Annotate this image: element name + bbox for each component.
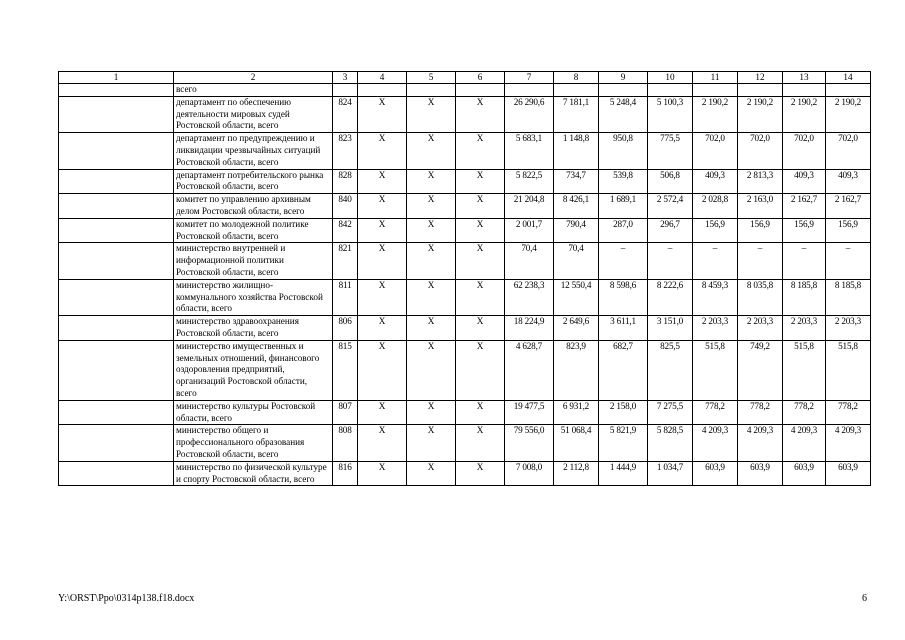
row-mark: X [358,461,407,486]
row-code: 828 [333,169,358,194]
table-cell [738,84,783,97]
row-value: 2 028,8 [693,194,738,219]
row-mark: X [407,400,456,425]
row-code: 815 [333,340,358,400]
row-mark: X [358,340,407,400]
continuation-row [59,84,871,97]
row-value: 603,9 [783,461,826,486]
row-mark: X [358,96,407,132]
row-value: 156,9 [826,218,871,243]
row-value: 409,3 [826,169,871,194]
row-value: 8 598,6 [599,279,648,315]
row-value: – [693,243,738,279]
row-code: 821 [333,243,358,279]
row-mark: X [407,461,456,486]
table-cell [59,218,174,243]
row-value: 156,9 [783,218,826,243]
table-cell [59,169,174,194]
column-header: 2 [174,72,333,84]
row-value: 603,9 [826,461,871,486]
row-value: 4 628,7 [505,340,554,400]
row-value: 4 209,3 [693,425,738,461]
row-value: 21 204,8 [505,194,554,219]
row-value: 287,0 [599,218,648,243]
row-value: 2 112,8 [554,461,599,486]
table-row [59,194,871,219]
row-value: 702,0 [826,133,871,169]
table-row [59,340,871,400]
row-code: 806 [333,316,358,341]
column-header: 5 [407,72,456,84]
row-code: 840 [333,194,358,219]
table-cell [59,96,174,132]
row-value: 4 209,3 [826,425,871,461]
row-mark: X [456,400,505,425]
row-value: 409,3 [693,169,738,194]
row-value: 8 459,3 [693,279,738,315]
table-row [59,461,871,486]
row-value: 2 203,3 [826,316,871,341]
row-name: департамент потребительского рынка Ростовской области, всего [174,169,333,194]
row-value: 3 151,0 [648,316,693,341]
row-value: 8 426,1 [554,194,599,219]
row-mark: X [407,96,456,132]
row-name: министерство здравоохранения Ростовской области, всего [174,316,333,341]
row-value: 2 162,7 [783,194,826,219]
row-value: 515,8 [826,340,871,400]
row-name: комитет по управлению архивным делом Ростовской области, всего [174,194,333,219]
row-mark: X [456,243,505,279]
row-value: 2 190,2 [693,96,738,132]
row-value: 778,2 [826,400,871,425]
row-value: 2 190,2 [826,96,871,132]
row-mark: X [407,133,456,169]
row-value: 5 100,3 [648,96,693,132]
row-value: 5 822,5 [505,169,554,194]
row-mark: X [358,316,407,341]
table-cell [358,84,407,97]
row-value: – [599,243,648,279]
table-cell [826,84,871,97]
row-value: 12 550,4 [554,279,599,315]
row-mark: X [407,425,456,461]
row-mark: X [407,218,456,243]
row-mark: X [456,169,505,194]
row-value: 296,7 [648,218,693,243]
header-row [59,72,871,84]
row-value: 6 931,2 [554,400,599,425]
row-code: 842 [333,218,358,243]
row-code: 823 [333,133,358,169]
row-value: 26 290,6 [505,96,554,132]
row-value: 790,4 [554,218,599,243]
row-value: 8 222,6 [648,279,693,315]
table-row [59,169,871,194]
row-name: министерство имущественных и земельных отношений, финансового оздоровления предприятий, организаций Ростовской области, всего [174,340,333,400]
column-header: 14 [826,72,871,84]
row-value: 19 477,5 [505,400,554,425]
row-value: – [648,243,693,279]
row-mark: X [456,194,505,219]
row-value: 7 008,0 [505,461,554,486]
row-value: 2 203,3 [693,316,738,341]
row-value: 7 275,5 [648,400,693,425]
table-cell [59,340,174,400]
column-header: 9 [599,72,648,84]
row-value: 409,3 [783,169,826,194]
row-name: министерство культуры Ростовской области, всего [174,400,333,425]
row-mark: X [456,461,505,486]
row-value: 8 185,8 [783,279,826,315]
row-value: 2 813,3 [738,169,783,194]
row-mark: X [407,169,456,194]
table-row [59,425,871,461]
table-cell [59,316,174,341]
row-mark: X [358,243,407,279]
row-value: 7 181,1 [554,96,599,132]
row-value: 8 035,8 [738,279,783,315]
column-header: 13 [783,72,826,84]
row-value: 2 203,3 [738,316,783,341]
row-mark: X [407,243,456,279]
row-value: 5 828,5 [648,425,693,461]
table-cell [59,243,174,279]
row-value: 778,2 [783,400,826,425]
row-value: 515,8 [693,340,738,400]
row-value: 950,8 [599,133,648,169]
table-cell [59,194,174,219]
table-cell [505,84,554,97]
row-value: 702,0 [738,133,783,169]
row-value: 2 163,0 [738,194,783,219]
table-row [59,243,871,279]
row-value: 70,4 [554,243,599,279]
row-value: 2 203,3 [783,316,826,341]
column-header: 6 [456,72,505,84]
table-row [59,316,871,341]
row-value: 70,4 [505,243,554,279]
row-value: 778,2 [693,400,738,425]
table-cell [59,425,174,461]
row-value: 775,5 [648,133,693,169]
row-value: 18 224,9 [505,316,554,341]
table-row [59,133,871,169]
row-value: 823,9 [554,340,599,400]
table-cell [599,84,648,97]
row-code: 811 [333,279,358,315]
column-header: 11 [693,72,738,84]
row-value: 156,9 [693,218,738,243]
row-value: 51 068,4 [554,425,599,461]
row-mark: X [456,133,505,169]
row-value: 1 689,1 [599,194,648,219]
row-value: 1 444,9 [599,461,648,486]
table-cell [59,84,174,97]
table-cell [59,279,174,315]
footer-page-number: 6 [862,593,867,604]
row-mark: X [456,316,505,341]
table-row [59,218,871,243]
row-value: – [826,243,871,279]
table-cell [783,84,826,97]
row-value: 5 821,9 [599,425,648,461]
table-cell [456,84,505,97]
table-row [59,279,871,315]
row-value: 4 209,3 [738,425,783,461]
row-value: 79 556,0 [505,425,554,461]
row-mark: X [358,425,407,461]
row-name: всего [174,84,333,97]
row-mark: X [358,400,407,425]
table-cell [59,400,174,425]
row-value: 3 611,1 [599,316,648,341]
row-code: 808 [333,425,358,461]
row-value: 2 162,7 [826,194,871,219]
row-value: 2 649,6 [554,316,599,341]
row-name: министерство жилищно-коммунального хозяйства Ростовской области, всего [174,279,333,315]
row-code: 807 [333,400,358,425]
row-value: 8 185,8 [826,279,871,315]
row-value: 539,8 [599,169,648,194]
row-value: – [783,243,826,279]
footer-file-path: Y:\ORST\Ppo\0314p138.f18.docx [58,593,195,604]
row-value: 682,7 [599,340,648,400]
row-name: департамент по обеспечению деятельности мировых судей Ростовской области, всего [174,96,333,132]
table-row [59,96,871,132]
column-header: 10 [648,72,693,84]
row-value: 825,5 [648,340,693,400]
row-code: 824 [333,96,358,132]
row-value: 4 209,3 [783,425,826,461]
row-mark: X [456,218,505,243]
table-cell [407,84,456,97]
column-header: 4 [358,72,407,84]
row-value: 5 683,1 [505,133,554,169]
row-code: 816 [333,461,358,486]
row-value: 702,0 [693,133,738,169]
budget-table [58,71,871,486]
row-value: 1 148,8 [554,133,599,169]
row-mark: X [358,218,407,243]
row-mark: X [456,279,505,315]
row-value: 5 248,4 [599,96,648,132]
row-value: – [738,243,783,279]
row-name: министерство по физической культуре и спорту Ростовской области, всего [174,461,333,486]
column-header: 7 [505,72,554,84]
row-mark: X [407,340,456,400]
row-mark: X [358,133,407,169]
row-name: министерство общего и профессионального образования Ростовской области, всего [174,425,333,461]
table-cell [59,133,174,169]
column-header: 1 [59,72,174,84]
column-header: 8 [554,72,599,84]
row-mark: X [358,279,407,315]
table-cell [554,84,599,97]
row-mark: X [407,316,456,341]
row-value: 702,0 [783,133,826,169]
row-mark: X [456,340,505,400]
column-header: 3 [333,72,358,84]
row-name: министерство внутренней и информационной политики Ростовской области, всего [174,243,333,279]
row-value: 156,9 [738,218,783,243]
table-cell [333,84,358,97]
row-mark: X [407,279,456,315]
row-value: 62 238,3 [505,279,554,315]
row-mark: X [456,425,505,461]
row-value: 2 158,0 [599,400,648,425]
row-value: 734,7 [554,169,599,194]
row-mark: X [358,169,407,194]
column-header: 12 [738,72,783,84]
row-mark: X [456,96,505,132]
table-cell [648,84,693,97]
row-value: 2 572,4 [648,194,693,219]
table-cell [693,84,738,97]
table-row [59,400,871,425]
row-value: 603,9 [693,461,738,486]
row-value: 2 190,2 [738,96,783,132]
row-value: 2 001,7 [505,218,554,243]
row-mark: X [407,194,456,219]
row-value: 506,8 [648,169,693,194]
row-mark: X [358,194,407,219]
row-value: 778,2 [738,400,783,425]
table-cell [59,461,174,486]
row-value: 2 190,2 [783,96,826,132]
row-name: департамент по предупреждению и ликвидации чрезвычайных ситуаций Ростовской области, всего [174,133,333,169]
row-value: 1 034,7 [648,461,693,486]
row-value: 603,9 [738,461,783,486]
row-value: 515,8 [783,340,826,400]
row-value: 749,2 [738,340,783,400]
row-name: комитет по молодежной политике Ростовской области, всего [174,218,333,243]
